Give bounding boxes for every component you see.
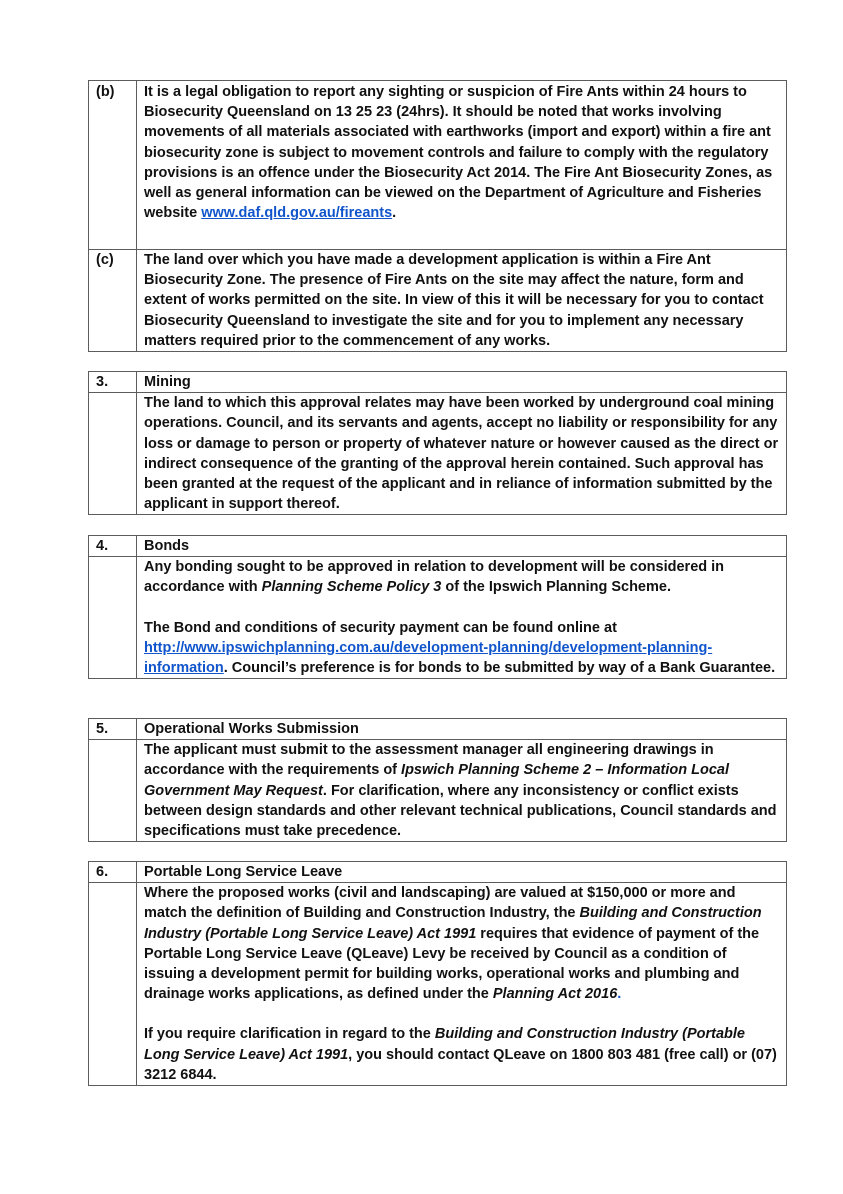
ops-text-after: . For clarification, where any inconsistency or conflict exists between design standards and other relevant technical publications, Council standards and specifications must take precedence. xyxy=(144,782,777,840)
row-b-text: It is a legal obligation to report any sighting or suspicion of Fire Ants within 24 hours to Biosecurity Queensland on 13 25 23 (24hrs). It should be noted that works involving movements of all materials associated with earthworks (import and export) within a fire ant biosecurity zone is subject to movement controls and failure to comply with the regulatory provisions is an offence under the Biosecurity Act 2014. The Fire Ant Biosecurity Zones, as well as general information can be viewed on the Department of Agriculture and Fisheries website xyxy=(144,84,773,222)
section-number-6: 6. xyxy=(89,862,137,883)
bonds-paragraph-1 xyxy=(144,557,780,597)
bonds-p1-after: of the Ipswich Planning Scheme. xyxy=(441,579,671,596)
lsl-p2-c: , you should contact QLeave on 1800 803 481 (free call) or (07) 3212 6844. xyxy=(144,1046,777,1083)
long-service-leave-table xyxy=(88,861,787,1086)
daf-fireants-link[interactable]: www.daf.qld.gov.au/fireants xyxy=(201,205,393,222)
row-text-b xyxy=(137,81,787,250)
bonds-body-row xyxy=(89,557,787,679)
lsl-p1-b: Building and Construction Industry (Portable Long Service Leave) Act 1991 xyxy=(144,905,762,942)
row-label-b: (b) xyxy=(89,81,137,250)
paragraph-gap xyxy=(144,598,780,618)
bonds-p2-before: The Bond and conditions of security payment can be found online at xyxy=(144,619,617,636)
lsl-p1-a: Where the proposed works (civil and landscaping) are valued at $150,000 or more and match the definition of Building and Construction Industry, the xyxy=(144,885,736,922)
lsl-p1-c: requires that evidence of payment of the Portable Long Service Leave (QLeave) Levy be received by Council as a condition of issuing a development permit for building works, operational works and plumbing and drainage works applications, as defined under the xyxy=(144,925,760,1003)
ipswich-planning-link[interactable]: http://www.ipswichplanning.com.au/development-planning/development-planning-information xyxy=(144,639,713,677)
empty-cell xyxy=(89,393,137,515)
lsl-paragraph-1 xyxy=(144,883,780,1004)
lsl-p2-b: Building and Construction Industry (Portable Long Service Leave) Act 1991 xyxy=(144,1026,745,1063)
empty-cell xyxy=(89,740,137,842)
lsl-body-row xyxy=(89,883,787,1086)
paragraph-gap xyxy=(144,1004,780,1024)
section-number-4: 4. xyxy=(89,536,137,557)
bonds-text xyxy=(137,557,787,679)
mining-body-row xyxy=(89,393,787,515)
operational-works-table xyxy=(88,718,787,842)
lsl-text xyxy=(137,883,787,1086)
mining-table xyxy=(88,371,787,515)
row-label-c: (c) xyxy=(89,250,137,352)
lsl-header-row xyxy=(89,862,787,883)
row-b-period: . xyxy=(392,205,397,222)
ops-text-italic: Ipswich Planning Scheme 2 – Information Local Government May Request xyxy=(144,762,729,799)
bonds-table xyxy=(88,535,787,679)
section-number-5: 5. xyxy=(89,719,137,740)
ops-text-before: The applicant must submit to the assessment manager all engineering drawings in accordance with the requirements of xyxy=(144,742,714,779)
section-title-long-service-leave: Portable Long Service Leave xyxy=(137,862,787,883)
bonds-p1-italic: Planning Scheme Policy 3 xyxy=(261,579,442,596)
mining-header-row xyxy=(89,372,787,393)
section-title-operational-works: Operational Works Submission xyxy=(137,719,787,740)
lsl-p2-a: If you require clarification in regard to the xyxy=(144,1026,435,1043)
lsl-paragraph-2 xyxy=(144,1024,780,1085)
empty-cell xyxy=(89,557,137,679)
mining-text: The land to which this approval relates may have been worked by underground coal mining operations. Council, and its servants and agents, accept no liability or responsibility for any loss or damage to person or property of whatever nature or however caused as the direct or indirect consequence of the granting of the approval herein contained. Such approval has been granted at the request of the applicant and in reliance of information submitted by the applicant in support thereof. xyxy=(137,393,787,515)
lsl-p1-d: Planning Act 2016 xyxy=(492,986,618,1003)
fire-ants-row-c xyxy=(89,250,787,352)
bonds-p1-before: Any bonding sought to be approved in relation to development will be considered in accordance with xyxy=(144,559,725,596)
section-title-bonds: Bonds xyxy=(137,536,787,557)
row-text-c: The land over which you have made a development application is within a Fire Ant Biosecurity Zone. The presence of Fire Ants on the site may affect the nature, form and extent of works permitted on the site. In view of this it will be necessary for you to contact Biosecurity Queensland to investigate the site and for you to implement any necessary matters required prior to the commencement of any works. xyxy=(137,250,787,352)
lsl-p1-e: . xyxy=(617,986,622,1003)
bonds-p2-after: . Council’s preference is for bonds to be submitted by way of a Bank Guarantee. xyxy=(223,660,776,677)
bonds-header-row xyxy=(89,536,787,557)
fire-ants-table xyxy=(88,80,787,352)
bonds-paragraph-2 xyxy=(144,618,780,679)
section-title-mining: Mining xyxy=(137,372,787,393)
section-number-3: 3. xyxy=(89,372,137,393)
empty-cell xyxy=(89,883,137,1086)
ops-text xyxy=(137,740,787,842)
ops-header-row xyxy=(89,719,787,740)
fire-ants-row-b xyxy=(89,81,787,250)
ops-body-row xyxy=(89,740,787,842)
